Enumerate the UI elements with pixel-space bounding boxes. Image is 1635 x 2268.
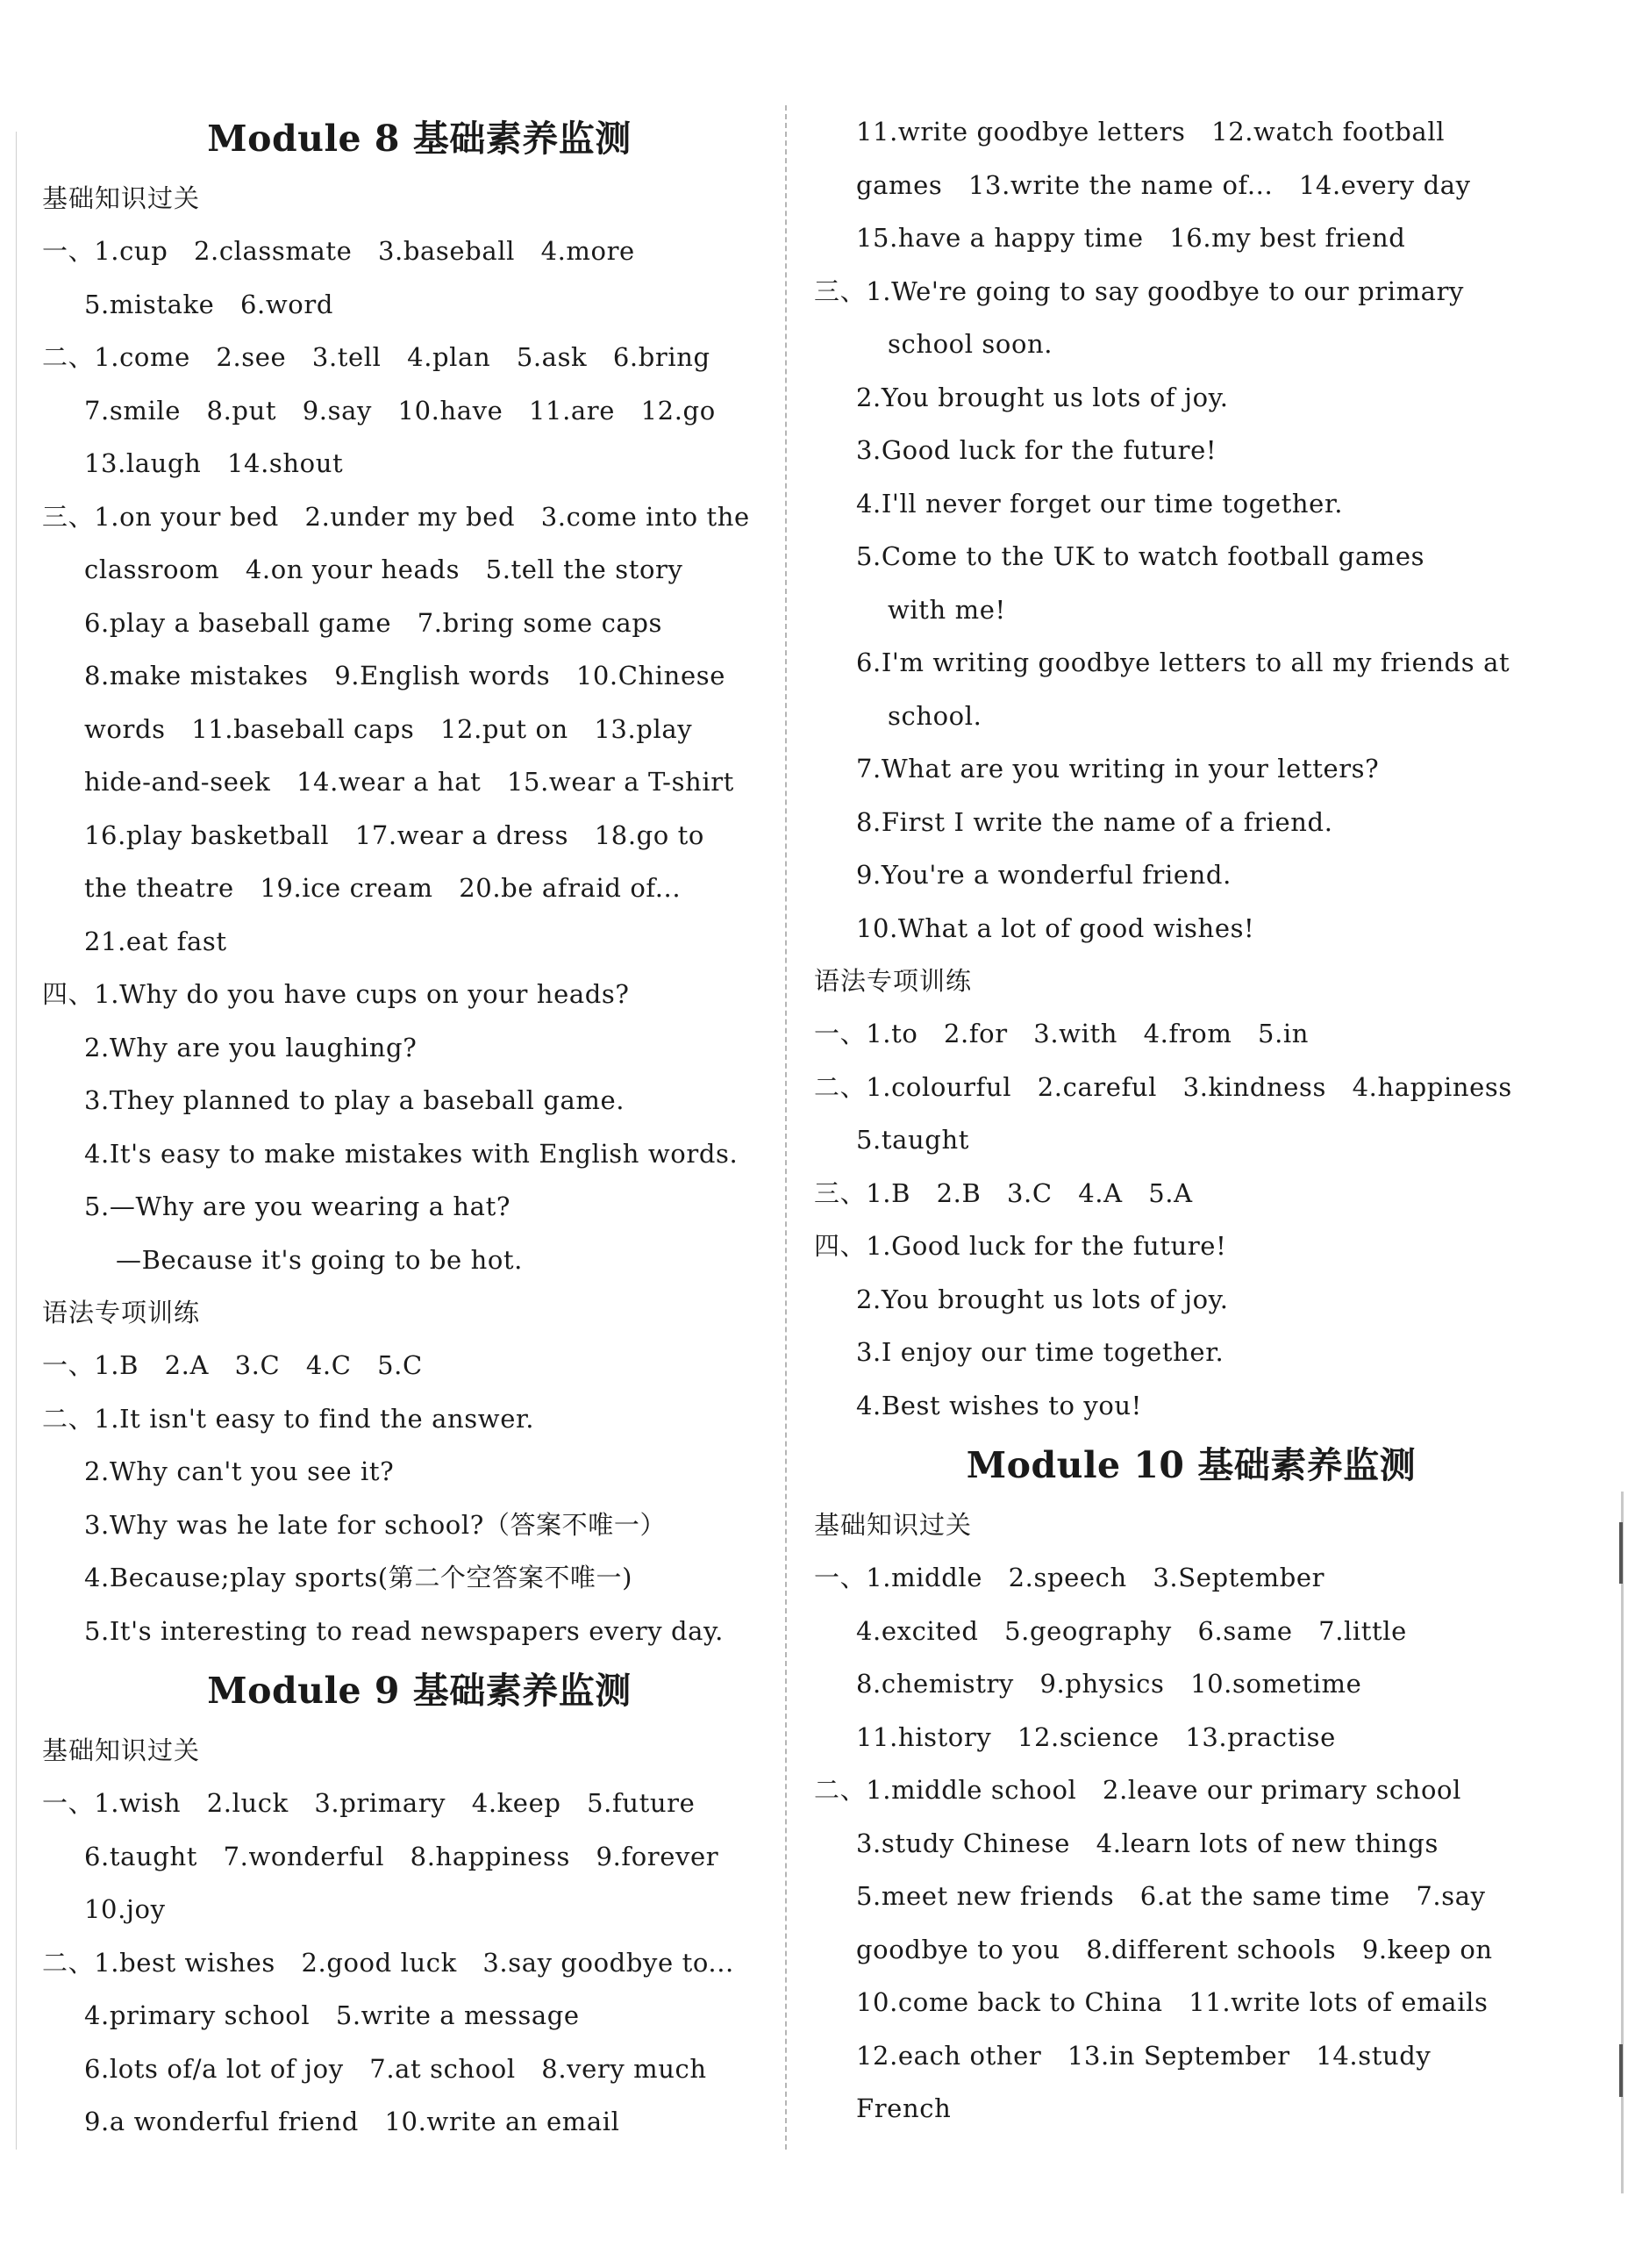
answer-line: 4.It's easy to make mistakes with English words. (84, 1138, 739, 1169)
answer-line: 4.primary school 5.write a message (84, 2000, 580, 2030)
left-column (42, 105, 796, 2149)
module-8-title: Module 8 基础素养监测 (207, 118, 632, 160)
answer-line: school soon. (888, 329, 1053, 359)
answer-line: 二、1.best wishes 2.good luck 3.say goodbye to... (42, 1947, 734, 1978)
answer-line: 8.make mistakes 9.English words 10.Chinese (84, 661, 725, 690)
module-8-grammar-heading: 语法专项训练 (42, 1298, 201, 1327)
answer-line: 2.You brought us lots of joy. (856, 382, 1229, 412)
answer-line: 4.excited 5.geography 6.same 7.little (856, 1615, 1407, 1646)
answer-line: 二、1.colourful 2.careful 3.kindness 4.happiness (814, 1071, 1512, 1102)
answer-line: 6.play a baseball game 7.bring some caps (84, 607, 662, 638)
answer-line: 2.Why are you laughing? (84, 1032, 418, 1062)
answer-line: games 13.write the name of... 14.every day (856, 169, 1471, 200)
answer-line: 4.Because;play sports(第二个空答案不唯一) (84, 1563, 633, 1592)
answer-line: 三、1.on your bed 2.under my bed 3.come into the (42, 501, 750, 532)
answer-line: words 11.baseball caps 12.put on 13.play (84, 713, 693, 744)
answer-line: 2.Why can't you see it? (84, 1456, 395, 1486)
answer-line: 4.Best wishes to you! (856, 1390, 1142, 1420)
answer-line: the theatre 19.ice cream 20.be afraid of... (84, 873, 682, 903)
answer-line: 5.It's interesting to read newspapers every day. (84, 1615, 725, 1646)
right-column (814, 105, 1568, 2136)
answer-line: hide-and-seek 14.wear a hat 15.wear a T-shirt (84, 767, 734, 797)
answer-line: 7.smile 8.put 9.say 10.have 11.are 12.go (84, 395, 716, 426)
module-9-title: Module 9 基础素养监测 (207, 1670, 632, 1712)
answer-line: 一、1.B 2.A 3.C 4.C 5.C (42, 1350, 423, 1380)
answer-line: 四、1.Why do you have cups on your heads? (42, 979, 630, 1009)
module-10-basic-knowledge-heading: 基础知识过关 (814, 1510, 973, 1540)
answer-line: 一、1.cup 2.classmate 3.baseball 4.more (42, 236, 635, 266)
answer-line: 8.First I write the name of a friend. (856, 806, 1333, 837)
answer-line: 6.lots of/a lot of joy 7.at school 8.very much (84, 2053, 707, 2084)
answer-line: 4.I'll never forget our time together. (856, 488, 1344, 519)
answer-line: 3.study Chinese 4.learn lots of new things (856, 1828, 1439, 1858)
answer-line: 3.Good luck for the future! (856, 435, 1217, 465)
answer-line: 16.play basketball 17.wear a dress 18.go to (84, 819, 704, 850)
answer-line: 10.come back to China 11.write lots of emails (856, 1987, 1489, 2017)
answer-line: 9.a wonderful friend 10.write an email (84, 2107, 620, 2136)
answer-line: 5.meet new friends 6.at the same time 7.say (856, 1881, 1486, 1911)
answer-line: French (856, 2093, 952, 2123)
answer-line: 21.eat fast (84, 926, 227, 956)
answer-line: 2.You brought us lots of joy. (856, 1284, 1229, 1314)
answer-line: 5.mistake 6.word (84, 289, 333, 319)
answer-line: school. (888, 700, 982, 731)
answer-line: 三、1.We're going to say goodbye to our primary (814, 275, 1465, 306)
answer-line: 四、1.Good luck for the future! (814, 1231, 1227, 1261)
answer-line: 一、1.wish 2.luck 3.primary 4.keep 5.future (42, 1788, 696, 1818)
answer-line: 5.taught (856, 1125, 969, 1155)
answer-line: 7.What are you writing in your letters? (856, 754, 1380, 783)
module-9-basic-knowledge-heading: 基础知识过关 (42, 1735, 201, 1765)
answer-line: 3.I enjoy our time together. (856, 1337, 1224, 1367)
page-edge-line (16, 132, 17, 2150)
answer-line: 二、1.It isn't easy to find the answer. (42, 1403, 535, 1434)
answer-line: —Because it's going to be hot. (116, 1244, 523, 1275)
module-8-basic-knowledge-heading: 基础知识过关 (42, 183, 201, 213)
answer-line: 11.write goodbye letters 12.watch football (856, 117, 1446, 147)
answer-line: 三、1.B 2.B 3.C 4.A 5.A (814, 1177, 1193, 1208)
answer-line: 6.taught 7.wonderful 8.happiness 9.forever (84, 1841, 719, 1871)
answer-line: 15.have a happy time 16.my best friend (856, 223, 1406, 253)
answer-line: 3.Why was he late for school?（答案不唯一） (84, 1509, 667, 1540)
answer-line: 11.history 12.science 13.practise (856, 1721, 1336, 1752)
answer-line: 9.You're a wonderful friend. (856, 860, 1232, 890)
binding-mark (1619, 2044, 1623, 2097)
answer-line: classroom 4.on your heads 5.tell the story (84, 554, 683, 584)
answer-line: 10.joy (84, 1894, 166, 1924)
answer-line: 8.chemistry 9.physics 10.sometime (856, 1669, 1362, 1699)
answer-line: 一、1.middle 2.speech 3.September (814, 1563, 1325, 1592)
answer-line: 二、1.middle school 2.leave our primary school (814, 1775, 1461, 1805)
answer-line: 6.I'm writing goodbye letters to all my friends at (856, 647, 1510, 677)
module-9-grammar-heading: 语法专项训练 (814, 966, 973, 996)
answer-line: 二、1.come 2.see 3.tell 4.plan 5.ask 6.bring (42, 342, 710, 372)
binding-mark (1619, 1522, 1623, 1584)
answer-line: with me! (888, 594, 1006, 625)
answer-line: goodbye to you 8.different schools 9.keep on (856, 1934, 1493, 1964)
answer-line: 5.—Why are you wearing a hat? (84, 1191, 510, 1221)
answer-line: 10.What a lot of good wishes! (856, 912, 1255, 943)
answer-line: 3.They planned to play a baseball game. (84, 1085, 625, 1115)
answer-line: 5.Come to the UK to watch football games (856, 541, 1425, 571)
answer-line: 13.laugh 14.shout (84, 448, 344, 478)
answer-line: 12.each other 13.in September 14.study (856, 2040, 1432, 2071)
module-10-title: Module 10 基础素养监测 (966, 1444, 1417, 1486)
answer-line: 一、1.to 2.for 3.with 4.from 5.in (814, 1019, 1310, 1048)
